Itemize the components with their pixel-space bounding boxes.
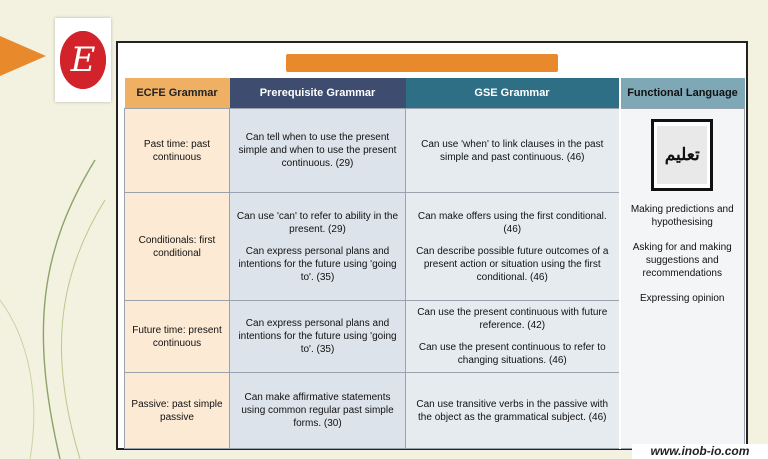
slide-arrow-decoration bbox=[0, 36, 46, 76]
header-functional-language: Functional Language bbox=[620, 78, 745, 109]
prereq-item: Can express personal plans and intentions for the future using 'going to'. (35) bbox=[238, 318, 397, 355]
logo-letter: E bbox=[70, 40, 96, 80]
header-prerequisite-grammar: Prerequisite Grammar bbox=[230, 78, 406, 109]
gse-cell bbox=[406, 193, 620, 301]
title-bar bbox=[286, 54, 558, 72]
talim-icon-text: تعلیم bbox=[657, 126, 707, 184]
gse-cell bbox=[406, 301, 620, 373]
gse-item: Can use the present continuous with future reference. (42) bbox=[417, 307, 608, 331]
gse-item: Can use transitive verbs in the passive with the object as the grammatical subject. (46) bbox=[416, 398, 609, 423]
prereq-cell bbox=[230, 373, 406, 449]
header-gse-grammar: GSE Grammar bbox=[406, 78, 620, 109]
logo bbox=[55, 18, 111, 102]
logo-seal bbox=[60, 31, 106, 89]
gse-item: Can make offers using the first conditional. (46) bbox=[417, 210, 607, 235]
footer-watermark-url: www.inob-io.com bbox=[632, 444, 768, 459]
gse-cell bbox=[406, 373, 620, 449]
gse-item: Can use 'when' to link clauses in the past simple and past continuous. (46) bbox=[421, 138, 604, 163]
ecfe-cell: Passive: past simple passive bbox=[125, 373, 230, 449]
functional-item: Asking for and making suggestions and recommendations bbox=[632, 242, 732, 279]
prereq-cell bbox=[230, 301, 406, 373]
functional-item: Expressing opinion bbox=[640, 293, 725, 304]
prereq-item: Can tell when to use the present simple and when to use the present continuous. (29) bbox=[238, 132, 397, 169]
functional-item: Making predictions and hypothesising bbox=[630, 204, 734, 228]
gse-item: Can describe possible future outcomes of a present action or situation using the first conditional. (46) bbox=[416, 245, 609, 283]
gse-item: Can use the present continuous to refer to changing situations. (46) bbox=[418, 342, 606, 366]
prereq-item: Can make affirmative statements using common regular past simple forms. (30) bbox=[241, 392, 394, 429]
prereq-cell bbox=[230, 193, 406, 301]
ecfe-cell: Past time: past continuous bbox=[125, 109, 230, 193]
gse-cell bbox=[406, 109, 620, 193]
prereq-item: Can use 'can' to refer to ability in the present. (29) bbox=[236, 210, 399, 235]
prereq-cell bbox=[230, 109, 406, 193]
prereq-item: Can express personal plans and intentions for the future using 'going to'. (35) bbox=[238, 245, 397, 283]
ecfe-cell: Future time: present continuous bbox=[125, 301, 230, 373]
talim-icon bbox=[651, 119, 713, 191]
header-ecfe-grammar: ECFE Grammar bbox=[125, 78, 230, 109]
grammar-table bbox=[124, 78, 745, 449]
table-header-row bbox=[125, 78, 745, 109]
functional-language-cell bbox=[620, 109, 745, 449]
ecfe-cell: Conditionals: first conditional bbox=[125, 193, 230, 301]
table-row bbox=[125, 109, 745, 193]
